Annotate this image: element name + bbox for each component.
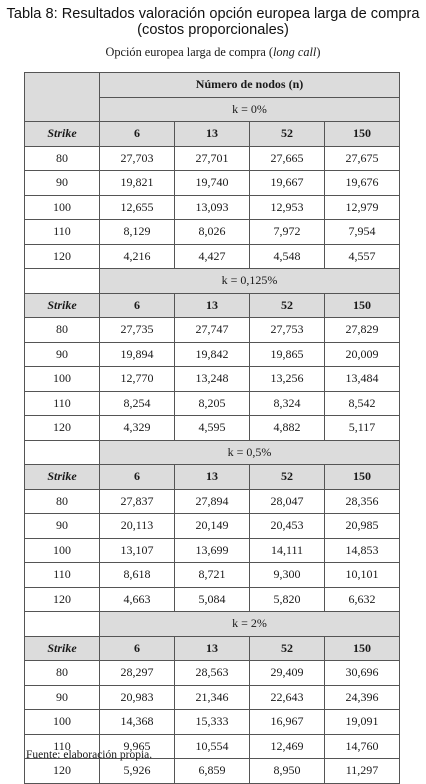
value-cell: 4,882 (250, 416, 325, 441)
value-cell: 4,329 (100, 416, 175, 441)
node-column-header: 150 (325, 122, 400, 147)
node-column-header: 6 (100, 636, 175, 661)
value-cell: 4,663 (100, 587, 175, 612)
strike-header: Strike (25, 636, 100, 661)
strike-cell: 80 (25, 318, 100, 343)
value-cell: 28,297 (100, 661, 175, 686)
value-cell: 27,747 (175, 318, 250, 343)
table-row (25, 220, 400, 245)
strike-cell: 80 (25, 146, 100, 171)
node-column-header: 150 (325, 293, 400, 318)
value-cell: 10,554 (175, 734, 250, 759)
source-note: Fuente: elaboración propia. (26, 749, 153, 761)
table-row (25, 416, 400, 441)
strike-cell: 80 (25, 489, 100, 514)
table-row (25, 195, 400, 220)
k-row-spacer (25, 440, 100, 465)
value-cell: 14,853 (325, 538, 400, 563)
strike-header: Strike (25, 465, 100, 490)
k-label: k = 2% (100, 612, 400, 637)
value-cell: 21,346 (175, 685, 250, 710)
nodes-header: Número de nodos (n) (100, 73, 400, 98)
table-row (25, 514, 400, 539)
table-row (25, 489, 400, 514)
value-cell: 4,216 (100, 244, 175, 269)
value-cell: 12,979 (325, 195, 400, 220)
table-row (25, 244, 400, 269)
strike-cell: 110 (25, 220, 100, 245)
value-cell: 13,699 (175, 538, 250, 563)
value-cell: 8,618 (100, 563, 175, 588)
value-cell: 28,047 (250, 489, 325, 514)
table-row (25, 710, 400, 735)
table-row (25, 391, 400, 416)
value-cell: 4,557 (325, 244, 400, 269)
table-row (25, 685, 400, 710)
value-cell: 9,300 (250, 563, 325, 588)
node-column-header: 13 (175, 122, 250, 147)
value-cell: 4,595 (175, 416, 250, 441)
value-cell: 8,721 (175, 563, 250, 588)
value-cell: 5,117 (325, 416, 400, 441)
table-row (25, 367, 400, 392)
value-cell: 19,676 (325, 171, 400, 196)
value-cell: 19,091 (325, 710, 400, 735)
results-table-body (25, 73, 400, 784)
node-column-header: 52 (250, 465, 325, 490)
value-cell: 19,821 (100, 171, 175, 196)
value-cell: 8,950 (250, 759, 325, 784)
node-column-header: 52 (250, 293, 325, 318)
value-cell: 12,770 (100, 367, 175, 392)
value-cell: 4,548 (250, 244, 325, 269)
value-cell: 13,107 (100, 538, 175, 563)
k-row (25, 440, 400, 465)
value-cell: 27,735 (100, 318, 175, 343)
node-column-header: 13 (175, 636, 250, 661)
results-table (24, 72, 400, 784)
value-cell: 8,324 (250, 391, 325, 416)
value-cell: 12,469 (250, 734, 325, 759)
node-column-header: 6 (100, 122, 175, 147)
value-cell: 29,409 (250, 661, 325, 686)
strike-cell: 90 (25, 342, 100, 367)
header-row (25, 73, 400, 98)
column-header-row (25, 122, 400, 147)
value-cell: 27,837 (100, 489, 175, 514)
table-row (25, 342, 400, 367)
column-header-row (25, 465, 400, 490)
value-cell: 7,954 (325, 220, 400, 245)
k-row-spacer (25, 612, 100, 637)
strike-header: Strike (25, 293, 100, 318)
value-cell: 6,859 (175, 759, 250, 784)
value-cell: 10,101 (325, 563, 400, 588)
strike-cell: 120 (25, 244, 100, 269)
value-cell: 14,111 (250, 538, 325, 563)
table-row (25, 563, 400, 588)
value-cell: 20,453 (250, 514, 325, 539)
value-cell: 6,632 (325, 587, 400, 612)
column-header-row (25, 636, 400, 661)
strike-cell: 80 (25, 661, 100, 686)
value-cell: 19,740 (175, 171, 250, 196)
caption-italic: long call (272, 45, 317, 59)
node-column-header: 6 (100, 293, 175, 318)
strike-cell: 110 (25, 734, 100, 759)
node-column-header: 13 (175, 465, 250, 490)
strike-cell: 90 (25, 514, 100, 539)
strike-cell: 90 (25, 685, 100, 710)
strike-cell: 120 (25, 416, 100, 441)
value-cell: 8,205 (175, 391, 250, 416)
value-cell: 28,563 (175, 661, 250, 686)
strike-cell: 100 (25, 710, 100, 735)
value-cell: 20,149 (175, 514, 250, 539)
value-cell: 27,675 (325, 146, 400, 171)
value-cell: 27,665 (250, 146, 325, 171)
value-cell: 13,093 (175, 195, 250, 220)
value-cell: 12,655 (100, 195, 175, 220)
value-cell: 5,084 (175, 587, 250, 612)
value-cell: 20,113 (100, 514, 175, 539)
strike-cell: 100 (25, 538, 100, 563)
value-cell: 11,297 (325, 759, 400, 784)
node-column-header: 150 (325, 636, 400, 661)
value-cell: 19,865 (250, 342, 325, 367)
value-cell: 13,248 (175, 367, 250, 392)
k-row (25, 269, 400, 294)
table-row (25, 146, 400, 171)
k-row-spacer (25, 269, 100, 294)
value-cell: 5,820 (250, 587, 325, 612)
value-cell: 12,953 (250, 195, 325, 220)
value-cell: 4,427 (175, 244, 250, 269)
strike-cell: 100 (25, 367, 100, 392)
value-cell: 27,829 (325, 318, 400, 343)
value-cell: 14,368 (100, 710, 175, 735)
value-cell: 20,985 (325, 514, 400, 539)
value-cell: 20,983 (100, 685, 175, 710)
caption-close: ) (316, 45, 321, 59)
value-cell: 8,254 (100, 391, 175, 416)
value-cell: 13,484 (325, 367, 400, 392)
value-cell: 22,643 (250, 685, 325, 710)
k-row (25, 612, 400, 637)
value-cell: 19,667 (250, 171, 325, 196)
value-cell: 8,542 (325, 391, 400, 416)
value-cell: 19,894 (100, 342, 175, 367)
table-row (25, 759, 400, 784)
value-cell: 16,967 (250, 710, 325, 735)
node-column-header: 13 (175, 293, 250, 318)
strike-cell: 120 (25, 587, 100, 612)
value-cell: 24,396 (325, 685, 400, 710)
value-cell: 27,703 (100, 146, 175, 171)
table-row (25, 318, 400, 343)
table-row (25, 538, 400, 563)
value-cell: 27,753 (250, 318, 325, 343)
table-title: Tabla 8: Resultados valoración opción europea larga de compra (costos proporcionales) (6, 6, 420, 38)
node-column-header: 52 (250, 122, 325, 147)
strike-cell: 100 (25, 195, 100, 220)
strike-cell: 110 (25, 563, 100, 588)
value-cell: 27,701 (175, 146, 250, 171)
value-cell: 7,972 (250, 220, 325, 245)
k-label: k = 0,5% (100, 440, 400, 465)
table-caption (0, 44, 426, 60)
value-cell: 30,696 (325, 661, 400, 686)
node-column-header: 150 (325, 465, 400, 490)
caption-text: Opción europea larga de compra ( (105, 45, 273, 59)
value-cell: 13,256 (250, 367, 325, 392)
value-cell: 20,009 (325, 342, 400, 367)
node-column-header: 52 (250, 636, 325, 661)
corner-cell (25, 73, 100, 122)
value-cell: 15,333 (175, 710, 250, 735)
strike-header: Strike (25, 122, 100, 147)
column-header-row (25, 293, 400, 318)
strike-cell: 120 (25, 759, 100, 784)
strike-cell: 110 (25, 391, 100, 416)
value-cell: 8,129 (100, 220, 175, 245)
table-row (25, 171, 400, 196)
value-cell: 28,356 (325, 489, 400, 514)
k-label: k = 0,125% (100, 269, 400, 294)
value-cell: 9,965 (100, 734, 175, 759)
value-cell: 14,760 (325, 734, 400, 759)
value-cell: 19,842 (175, 342, 250, 367)
value-cell: 27,894 (175, 489, 250, 514)
value-cell: 8,026 (175, 220, 250, 245)
value-cell: 5,926 (100, 759, 175, 784)
strike-cell: 90 (25, 171, 100, 196)
table-row (25, 661, 400, 686)
node-column-header: 6 (100, 465, 175, 490)
table-row (25, 587, 400, 612)
k-label: k = 0% (100, 97, 400, 122)
